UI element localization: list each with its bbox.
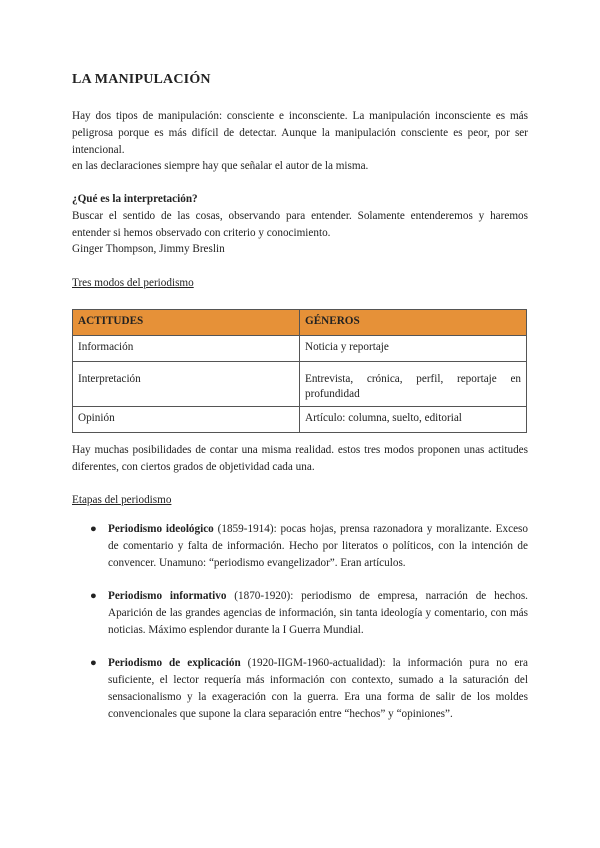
stage-text: (1870-1920): periodismo de empresa, narración de hechos. Aparición de las grandes agencias de información, sin tanta ideología y comentario, con más noticias. Máximo esplendor durante la I Guerra Mundial. — [108, 590, 528, 636]
table-cell: Opinión — [73, 407, 300, 433]
table-cell: Información — [73, 336, 300, 362]
bullet-icon: ● — [90, 590, 97, 603]
list-item — [72, 521, 528, 571]
table-header-cell: GÉNEROS — [300, 310, 527, 336]
modes-table — [72, 309, 527, 433]
intro-line-1: Hay dos tipos de manipulación: consciente e inconsciente. La manipulación inconsciente es más peligrosa porque es más difícil de detectar. Aunque la manipulación consciente es peor, por ser intencional. — [72, 110, 528, 156]
bullet-icon: ● — [90, 657, 97, 670]
intro-paragraph — [72, 108, 528, 175]
table-cell: Interpretación — [73, 362, 300, 407]
modes-heading: Tres modos del periodismo — [72, 277, 194, 289]
interpretation-heading: ¿Qué es la interpretación? — [72, 193, 198, 205]
bullet-icon: ● — [90, 523, 97, 535]
table-header-cell: ACTITUDES — [73, 310, 300, 336]
interpretation-section — [72, 191, 528, 258]
page-title: LA MANIPULACIÓN — [72, 72, 211, 87]
table-row — [73, 336, 527, 362]
table-cell: Noticia y reportaje — [300, 336, 527, 362]
interpretation-text: Buscar el sentido de las cosas, observando para entender. Solamente entenderemos y haremos entender si hemos observado con criterio y conocimiento. — [72, 209, 528, 239]
modes-note: Hay muchas posibilidades de contar una misma realidad. estos tres modos proponen unas actitudes diferentes, con ciertos grados de objetividad cada una. — [72, 444, 528, 473]
stage-name: Periodismo ideológico — [108, 523, 214, 535]
table-row — [73, 407, 527, 433]
stage-text: (1859-1914): pocas hojas, prensa razonadora y moralizante. Exceso de comentario y falta de información. Hecho por literatos o políticos, con la intención de convencer. Unamuno: “periodismo evangelizador”. Eran artículos. — [108, 523, 528, 569]
list-item — [72, 588, 528, 638]
table-cell: Artículo: columna, suelto, editorial — [300, 407, 527, 433]
table-row — [73, 362, 527, 407]
table-cell: Entrevista, crónica, perfil, reportaje en profundidad — [300, 362, 527, 407]
list-item — [72, 655, 528, 722]
intro-line-2: en las declaraciones siempre hay que señalar el autor de la misma. — [72, 160, 369, 173]
stage-name: Periodismo informativo — [108, 590, 227, 603]
stage-text: (1920-IIGM-1960-actualidad): la información pura no era suficiente, el lector requería más información con contexto, sumado a la saturación del sensacionalismo y la exageración con la guerra. Era una forma de salir de los moldes convencionales que supone la clara separación entre “hechos” y “opiniones”. — [108, 657, 528, 720]
table-header-row — [73, 310, 527, 336]
interpretation-authors: Ginger Thompson, Jimmy Breslin — [72, 243, 225, 256]
stage-name: Periodismo de explicación — [108, 657, 241, 670]
stages-heading: Etapas del periodismo — [72, 494, 172, 506]
stages-list — [72, 521, 528, 739]
